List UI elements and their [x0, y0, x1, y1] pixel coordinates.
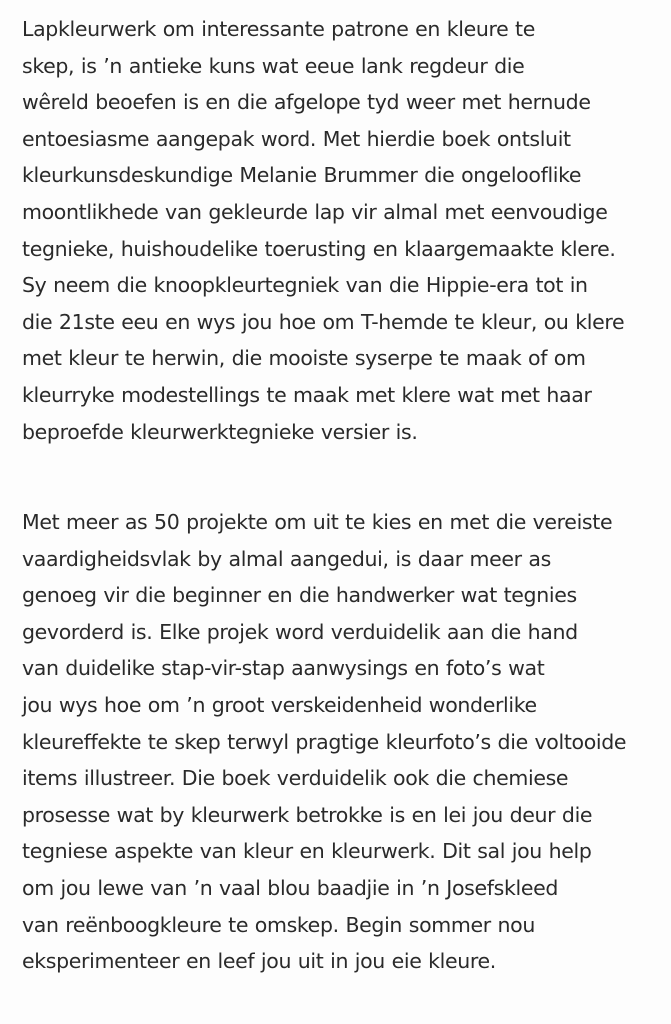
text-line: prosesse wat by kleurwerk betrokke is en lei jou deur die: [22, 802, 593, 827]
text-line: tegnieke, huishoudelike toerusting en klaargemaakte klere.: [22, 236, 616, 261]
paragraph-intro: [22, 11, 624, 450]
text-line: met kleur te herwin, die mooiste syserpe te maak of om: [22, 346, 586, 371]
text-line: beproefde kleurwerktegnieke versier is.: [22, 419, 418, 444]
text-line: van duidelike stap-vir-stap aanwysings en foto’s wat: [22, 656, 545, 681]
text-line: genoeg vir die beginner en die handwerker wat tegnies: [22, 583, 577, 608]
text-line: skep, is ’n antieke kuns wat eeue lank regdeur die: [22, 53, 525, 78]
paragraph-projects: [22, 504, 626, 980]
text-line: kleureffekte te skep terwyl pragtige kleurfoto’s die voltooide: [22, 729, 627, 754]
text-line: vaardigheidsvlak by almal aangedui, is daar meer as: [22, 546, 551, 571]
text-line: eksperimenteer en leef jou uit in jou eie kleure.: [22, 949, 496, 974]
text-line: moontlikhede van gekleurde lap vir almal met eenvoudige: [22, 199, 608, 224]
text-line: die 21ste eeu en wys jou hoe om T-hemde te kleur, ou klere: [22, 309, 625, 334]
text-line: entoesiasme aangepak word. Met hierdie boek ontsluit: [22, 126, 571, 151]
text-line: jou wys hoe om ’n groot verskeidenheid wonderlike: [22, 692, 537, 717]
text-line: gevorderd is. Elke projek word verduidelik aan die hand: [22, 619, 578, 644]
text-line: kleurkunsdeskundige Melanie Brummer die ongelooflike: [22, 163, 582, 188]
text-line: Lapkleurwerk om interessante patrone en kleure te: [22, 17, 535, 41]
text-line: tegniese aspekte van kleur en kleurwerk. Dit sal jou help: [22, 839, 592, 864]
text-line: om jou lewe van ’n vaal blou baadjie in ’n Josefskleed: [22, 875, 559, 900]
text-line: kleurryke modestellings te maak met klere wat met haar: [22, 382, 592, 407]
text-line: Sy neem die knoopkleurtegniek van die Hippie-era tot in: [22, 273, 588, 298]
text-line: Met meer as 50 projekte om uit te kies en met die vereiste: [22, 510, 613, 534]
text-line: items illustreer. Die boek verduidelik ook die chemiese: [22, 766, 569, 791]
text-line: van reënboogkleure te omskep. Begin sommer nou: [22, 912, 535, 937]
text-line: wêreld beoefen is en die afgelope tyd weer met hernude: [22, 90, 591, 115]
